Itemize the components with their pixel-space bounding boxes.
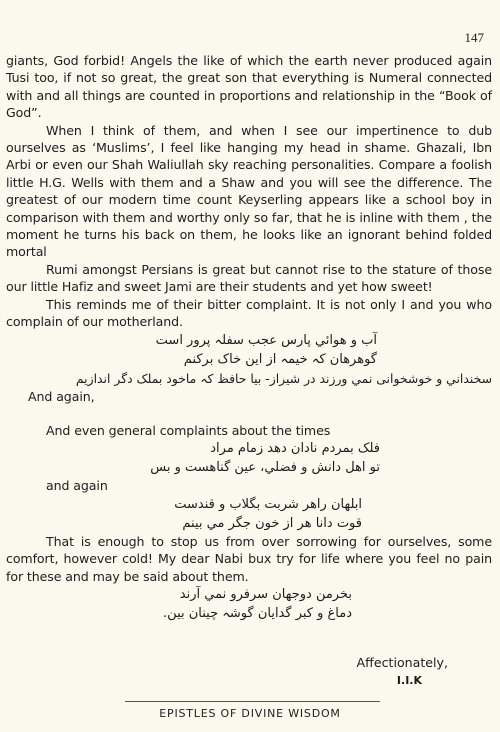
persian-verse-2: گوهرهان کہ خیمہ از این خاک برکنم [183,351,377,367]
and-again-label-2: and again [46,478,108,494]
letter-body [6,52,492,623]
closing-text: Affectionately, [356,655,448,670]
footer-divider [125,701,380,702]
signoff [357,654,448,690]
paragraph-2: When I think of them, and when I see our impertinence to dub ourselves as ‘Muslims’, I feel like hanging my head in shame. Ghazali, Ibn Arbi or even our Shah Waliullah sky reaching personalities. Compare a foolish little H.G. Wells with them and a Shaw and you will see the difference. The greatest of our modern time count Keyserling appears like a school boy in comparison with them and worthy only so far, that he is inline with them , the moment he turns his back on them, he looks like an ignorant behind folded mortal [6,122,492,260]
paragraph-3: Rumi amongst Persians is great but cannot rise to the stature of those our little Hafiz and sweet Jami are their students and yet how sweet! [6,261,492,295]
paragraph-5: That is enough to stop us from over sorrowing for ourselves, some comfort, however cold! My dear Nabi bux try for life where you feel no pain for these and may be said about them. [6,533,492,584]
paragraph-1: giants, God forbid! Angels the like of which the earth never produced again Tusi too, if not so great, the great son that everything is Numeral connected with and all things are counted in proportions and relationship in the “Book of God”. [6,53,492,121]
persian-verse-5: تو اهل دانش و فضلي، عین گناهست و بس [150,460,380,476]
persian-verse-9: دماغ و کبر گدایان گوشہ چینان بین. [163,605,352,621]
spacer [6,405,492,422]
author-initials: I.I.K [396,674,422,687]
paragraph-4: This reminds me of their bitter complaint. It is not only I and you who complain of our motherland. [6,296,492,330]
page-number: 147 [464,30,484,45]
and-again-label: And again, [28,388,95,404]
book-title-footer: EPISTLES OF DIVINE WISDOM [159,707,341,720]
persian-verse-4: فلک بمردم نادان دهد زمام مراد [210,441,380,457]
general-complaints-label: And even general complaints about the times [46,422,331,438]
persian-verse-3: سخنداني و خوشخوانی نمي ورزند در شیراز- بیا حافظ کہ ماخود بملک دگر اندازیم [75,370,492,386]
persian-verse-6: ابلهان راهر شربت بگلاب و قندست [174,496,362,512]
persian-verse-1: آب و هوائي پارس عجب سفلہ پرور است [155,332,377,348]
persian-verse-8: بخرمن دوجهان سرفرو نمي آرند [179,586,352,602]
persian-verse-7: قوت دانا هر از خون جگر مي بینم [182,515,362,531]
